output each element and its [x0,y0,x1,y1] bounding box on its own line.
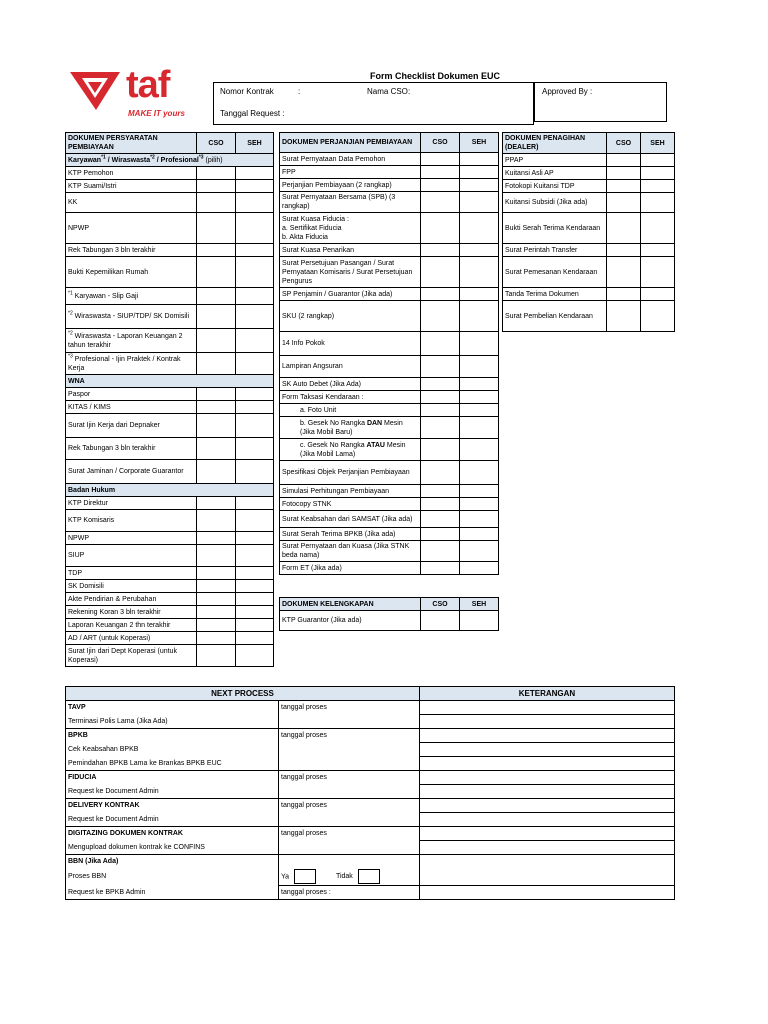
keterangan-title: KETERANGAN [420,687,675,701]
cso-check[interactable] [421,257,460,288]
cso-check[interactable] [197,388,236,401]
keterangan-cell[interactable] [420,771,675,785]
doc-row: SIUP [66,545,197,567]
cso-check[interactable] [197,288,236,305]
seh-check[interactable] [641,167,675,180]
seh-check[interactable] [460,213,499,244]
cso-check[interactable] [197,438,236,460]
seh-check[interactable] [236,632,274,645]
seh-check[interactable] [460,404,499,417]
cso-check[interactable] [197,632,236,645]
doc-row: FPP [280,166,421,179]
request-info-box [213,82,534,125]
doc-row: Kuitansi Subsidi (Jika ada) [503,193,607,213]
seh-check[interactable] [236,619,274,632]
cso-check[interactable] [197,329,236,353]
doc-row: Bukti Kepemilikan Rumah [66,257,197,288]
doc-row: Surat Pemesanan Kendaraan [503,257,607,288]
digitizing-heading: DIGITAZING DOKUMEN KONTRAK [66,827,279,841]
doc-row: c. Gesek No Rangka ATAU Mesin (Jika Mobil Lama) [280,439,421,461]
doc-row: Surat Pernyataan Data Pemohon [280,153,421,166]
cso-check[interactable] [421,541,460,562]
penagihan-table [502,132,675,332]
seh-check[interactable] [236,593,274,606]
seh-check[interactable] [460,332,499,356]
doc-row: $^{*1}$ Karyawan - Slip Gaji [66,288,197,305]
seh-check[interactable] [641,180,675,193]
doc-row: KK [66,193,197,213]
seh-check[interactable] [641,193,675,213]
seh-check[interactable] [641,213,675,244]
tanggal-proses-cell[interactable] [279,841,420,855]
doc-row: Laporan Keuangan 2 thn terakhir [66,619,197,632]
doc-row: Perjanjian Pembiayaan (2 rangkap) [280,179,421,192]
cso-check[interactable] [607,244,641,257]
keterangan-cell[interactable] [420,715,675,729]
seh-check[interactable] [236,193,274,213]
seh-check[interactable] [236,180,274,193]
wna-section: WNA [66,375,274,388]
doc-row: Bukti Serah Terima Kendaraan [503,213,607,244]
cso-check[interactable] [197,580,236,593]
approved-by-label: Approved By : [542,87,593,96]
seh-check[interactable] [236,567,274,580]
persyaratan-title: DOKUMEN PERSYARATAN PEMBIAYAAN [66,133,197,154]
doc-row: NPWP [66,213,197,244]
cso-check[interactable] [607,301,641,332]
doc-row: Surat Ijin Kerja dari Depnaker [66,414,197,438]
cso-check[interactable] [607,257,641,288]
seh-check[interactable] [236,645,274,667]
taf-logo-icon [68,70,122,112]
tanggal-proses-cell[interactable] [279,785,420,799]
doc-row: SP Penjamin / Guarantor (Jika ada) [280,288,421,301]
seh-check[interactable] [236,244,274,257]
cso-check[interactable] [421,611,460,631]
process-step: Terminasi Polis Lama (Jika Ada) [66,715,279,729]
seh-check[interactable] [236,401,274,414]
cso-check[interactable] [421,179,460,192]
doc-row: Kuitansi Asli AP [503,167,607,180]
nomor-kontrak-colon: : [298,87,301,96]
badan-hukum-section: Badan Hukum [66,484,274,497]
seh-check[interactable] [236,580,274,593]
next-process-table [65,686,675,900]
doc-row: Surat Keabsahan dari SAMSAT (Jika ada) [280,511,421,528]
seh-check[interactable] [460,257,499,288]
doc-row: 14 Info Pokok [280,332,421,356]
cso-check[interactable] [197,460,236,484]
cso-check[interactable] [607,213,641,244]
cso-check[interactable] [607,180,641,193]
tanggal-proses-cell[interactable] [279,757,420,771]
seh-check[interactable] [460,288,499,301]
taf-logo [68,64,193,122]
process-step: Mengupload dokumen kontrak ke CONFINS [66,841,279,855]
doc-row: Surat Serah Terima BPKB (Jika ada) [280,528,421,541]
cso-check[interactable] [421,378,460,391]
doc-row: SK Domisili [66,580,197,593]
seh-check[interactable] [236,497,274,510]
doc-row: Rek Tabungan 3 bln terakhir [66,244,197,257]
process-step: Cek Keabsahan BPKB [66,743,279,757]
seh-check[interactable] [460,378,499,391]
seh-check[interactable] [460,439,499,461]
seh-check[interactable] [460,356,499,378]
doc-row: Spesifikasi Objek Perjanjian Pembiayaan [280,461,421,485]
brand-name: taf [126,64,170,106]
doc-row: KTP Komisaris [66,510,197,532]
seh-check[interactable] [460,166,499,179]
approved-by-box [534,82,667,122]
cso-check[interactable] [421,439,460,461]
kelengkapan-title: DOKUMEN KELENGKAPAN [280,598,421,611]
cso-check[interactable] [421,498,460,511]
seh-check[interactable] [460,153,499,166]
keterangan-cell[interactable] [420,743,675,757]
process-step: Request ke Document Admin [66,813,279,827]
cso-check[interactable] [607,288,641,301]
cso-check[interactable] [197,353,236,375]
seh-check[interactable] [236,257,274,288]
seh-check[interactable] [236,305,274,329]
doc-row: SK Auto Debet (Jika Ada) [280,378,421,391]
doc-row: Surat Pernyataan Bersama (SPB) (3 rangkap) [280,192,421,213]
seh-check[interactable] [460,611,499,631]
seh-check[interactable] [236,545,274,567]
cso-check[interactable] [197,401,236,414]
doc-row: Fotocopy STNK [280,498,421,511]
doc-row: Surat Kuasa Fiducia : a. Sertifikat Fiducia b. Akta Fiducia [280,213,421,244]
next-process-title: NEXT PROCESS [66,687,420,701]
keterangan-cell[interactable] [420,701,675,715]
col-cso: CSO [421,133,460,153]
cso-check[interactable] [197,180,236,193]
persyaratan-table [65,132,274,667]
doc-row: Paspor [66,388,197,401]
cso-check[interactable] [197,213,236,244]
seh-check[interactable] [460,541,499,562]
process-step: Request ke Document Admin [66,785,279,799]
seh-check[interactable] [236,329,274,353]
doc-row: Form ET (Jika ada) [280,562,421,575]
cso-check[interactable] [421,562,460,575]
seh-check[interactable] [236,510,274,532]
seh-check[interactable] [236,288,274,305]
doc-row: Surat Persetujuan Pasangan / Surat Pernyataan Komisaris / Surat Persetujuan Pengurus [280,257,421,288]
process-step: Request ke BPKB Admin [66,886,279,900]
seh-check[interactable] [460,391,499,404]
seh-check[interactable] [641,288,675,301]
doc-row: $^{*2}$ Wiraswasta - Laporan Keuangan 2 tahun terakhir [66,329,197,353]
seh-check[interactable] [236,213,274,244]
col-seh: SEH [236,133,274,154]
seh-check[interactable] [460,417,499,439]
nama-cso-label: Nama CSO [367,87,408,96]
cso-check[interactable] [421,153,460,166]
keterangan-cell[interactable] [420,799,675,813]
keterangan-cell[interactable] [420,813,675,827]
cso-check[interactable] [197,532,236,545]
cso-check[interactable] [607,154,641,167]
bbn-heading: BBN (Jika Ada) [66,855,279,869]
cso-check[interactable] [197,257,236,288]
seh-check[interactable] [460,179,499,192]
cso-check[interactable] [421,288,460,301]
cso-check[interactable] [197,593,236,606]
brand-tagline: MAKE IT yours [128,109,185,118]
perjanjian-title: DOKUMEN PERJANJIAN PEMBIAYAAN [280,133,421,153]
cso-check[interactable] [607,167,641,180]
seh-check[interactable] [236,353,274,375]
seh-check[interactable] [236,167,274,180]
doc-row: a. Foto Unit [280,404,421,417]
cso-check[interactable] [197,606,236,619]
nomor-kontrak-label: Nomor Kontrak [220,87,274,96]
seh-check[interactable] [236,532,274,545]
cso-check[interactable] [197,305,236,329]
cso-check[interactable] [421,511,460,528]
keterangan-cell[interactable] [420,855,675,869]
bbn-tidak-label: Tidak [335,873,353,881]
seh-check[interactable] [236,414,274,438]
col-seh: SEH [641,133,675,154]
cso-check[interactable] [197,497,236,510]
bbn-tidak-checkbox[interactable] [358,869,380,884]
bbn-ya-checkbox[interactable] [294,869,316,884]
doc-row: KTP Pemohon [66,167,197,180]
bbn-options [279,868,420,886]
cso-check[interactable] [197,545,236,567]
cso-check[interactable] [197,567,236,580]
col-cso: CSO [421,598,460,611]
seh-check[interactable] [641,244,675,257]
cso-check[interactable] [197,414,236,438]
cso-check[interactable] [421,461,460,485]
cso-check[interactable] [421,192,460,213]
tanggal-proses-label: tanggal proses : [279,886,420,900]
doc-row: AD / ART (untuk Koperasi) [66,632,197,645]
seh-check[interactable] [460,301,499,332]
seh-check[interactable] [236,388,274,401]
seh-check[interactable] [460,511,499,528]
doc-row: NPWP [66,532,197,545]
doc-row: Surat Kuasa Penarikan [280,244,421,257]
doc-row: Tanda Terima Dokumen [503,288,607,301]
form-title: Form Checklist Dokumen EUC [370,71,501,81]
doc-row: KTP Direktur [66,497,197,510]
seh-check[interactable] [460,244,499,257]
cso-check[interactable] [421,301,460,332]
col-seh: SEH [460,598,499,611]
keterangan-cell[interactable] [420,886,675,900]
seh-check[interactable] [460,485,499,498]
doc-row: $^{*3}$ Profesional - Ijin Praktek / Kontrak Kerja [66,353,197,375]
doc-row: Surat Ijin dari Dept Koperasi (untuk Koperasi) [66,645,197,667]
doc-row: b. Gesek No Rangka DAN Mesin (Jika Mobil Baru) [280,417,421,439]
seh-check[interactable] [460,192,499,213]
kelengkapan-table [279,597,499,631]
seh-check[interactable] [641,301,675,332]
tanggal-proses-label: tanggal proses [279,701,420,715]
cso-check[interactable] [421,485,460,498]
fiducia-heading: FIDUCIA [66,771,279,785]
seh-check[interactable] [460,461,499,485]
doc-row: Surat Jaminan / Corporate Guarantor [66,460,197,484]
keterangan-cell[interactable] [420,757,675,771]
doc-row: Surat Pembelian Kendaraan [503,301,607,332]
seh-check[interactable] [460,498,499,511]
tavp-heading: TAVP [66,701,279,715]
doc-row: Simulasi Perhitungan Pembiayaan [280,485,421,498]
doc-row: Lampiran Angsuran [280,356,421,378]
seh-check[interactable] [460,528,499,541]
cso-check[interactable] [421,166,460,179]
tanggal-request-label: Tanggal Request : [220,109,285,118]
cso-check[interactable] [197,193,236,213]
cso-check[interactable] [421,332,460,356]
seh-check[interactable] [236,438,274,460]
cso-check[interactable] [197,244,236,257]
doc-row: Rekening Koran 3 bln terakhir [66,606,197,619]
seh-check[interactable] [236,460,274,484]
doc-row: PPAP [503,154,607,167]
doc-row: KTP Guarantor (Jika ada) [280,611,421,631]
cso-check[interactable] [607,193,641,213]
doc-row: TDP [66,567,197,580]
tanggal-proses-cell[interactable] [279,743,420,757]
seh-check[interactable] [641,154,675,167]
process-step: Pemindahan BPKB Lama ke Brankas BPKB EUC [66,757,279,771]
col-cso: CSO [607,133,641,154]
nama-cso-colon: : [408,87,411,96]
keterangan-cell[interactable] [420,827,675,841]
keterangan-cell[interactable] [420,785,675,799]
bpkb-heading: BPKB [66,729,279,743]
tanggal-proses-label: tanggal proses [279,799,420,813]
col-seh: SEH [460,133,499,153]
delivery-heading: DELIVERY KONTRAK [66,799,279,813]
cso-check[interactable] [421,404,460,417]
keterangan-cell[interactable] [420,729,675,743]
cso-check[interactable] [421,213,460,244]
cso-check[interactable] [421,356,460,378]
perjanjian-table [279,132,499,575]
seh-check[interactable] [641,257,675,288]
bbn-ya-label: Ya [281,873,290,881]
cso-check[interactable] [197,645,236,667]
tanggal-proses-label: tanggal proses [279,827,420,841]
cso-check[interactable] [197,510,236,532]
keterangan-cell[interactable] [420,841,675,855]
doc-row: Rek Tabungan 3 bln terakhir [66,438,197,460]
cso-check[interactable] [421,417,460,439]
tanggal-proses-label: tanggal proses [279,771,420,785]
col-cso: CSO [197,133,236,154]
doc-row: KITAS / KIMS [66,401,197,414]
cso-check[interactable] [421,244,460,257]
penagihan-title: DOKUMEN PENAGIHAN (DEALER) [503,133,607,154]
group-karyawan-wiraswasta-profesional: Karyawan$^{*1}$ / Wiraswasta$^{*2}$ / Profesional$^{*3}$ (pilih) [66,154,274,167]
tanggal-proses-cell[interactable] [279,813,420,827]
process-step: Proses BBN [66,868,279,886]
doc-row: Form Taksasi Kendaraan : [280,391,421,404]
doc-row: Akte Pendirian & Perubahan [66,593,197,606]
cso-check[interactable] [421,391,460,404]
doc-row: SKU (2 rangkap) [280,301,421,332]
cso-check[interactable] [197,619,236,632]
doc-row: KTP Suami/Istri [66,180,197,193]
tanggal-proses-label: tanggal proses [279,729,420,743]
doc-row: Surat Pernyataan dan Kuasa (Jika STNK beda nama) [280,541,421,562]
doc-row: Fotokopi Kuitansi TDP [503,180,607,193]
cso-check[interactable] [197,167,236,180]
doc-row: Surat Perintah Transfer [503,244,607,257]
seh-check[interactable] [236,606,274,619]
tanggal-proses-cell[interactable] [279,715,420,729]
keterangan-cell[interactable] [420,868,675,886]
doc-row: $^{*2}$ Wiraswasta - SIUP/TDP/ SK Domisili [66,305,197,329]
seh-check[interactable] [460,562,499,575]
cso-check[interactable] [421,528,460,541]
